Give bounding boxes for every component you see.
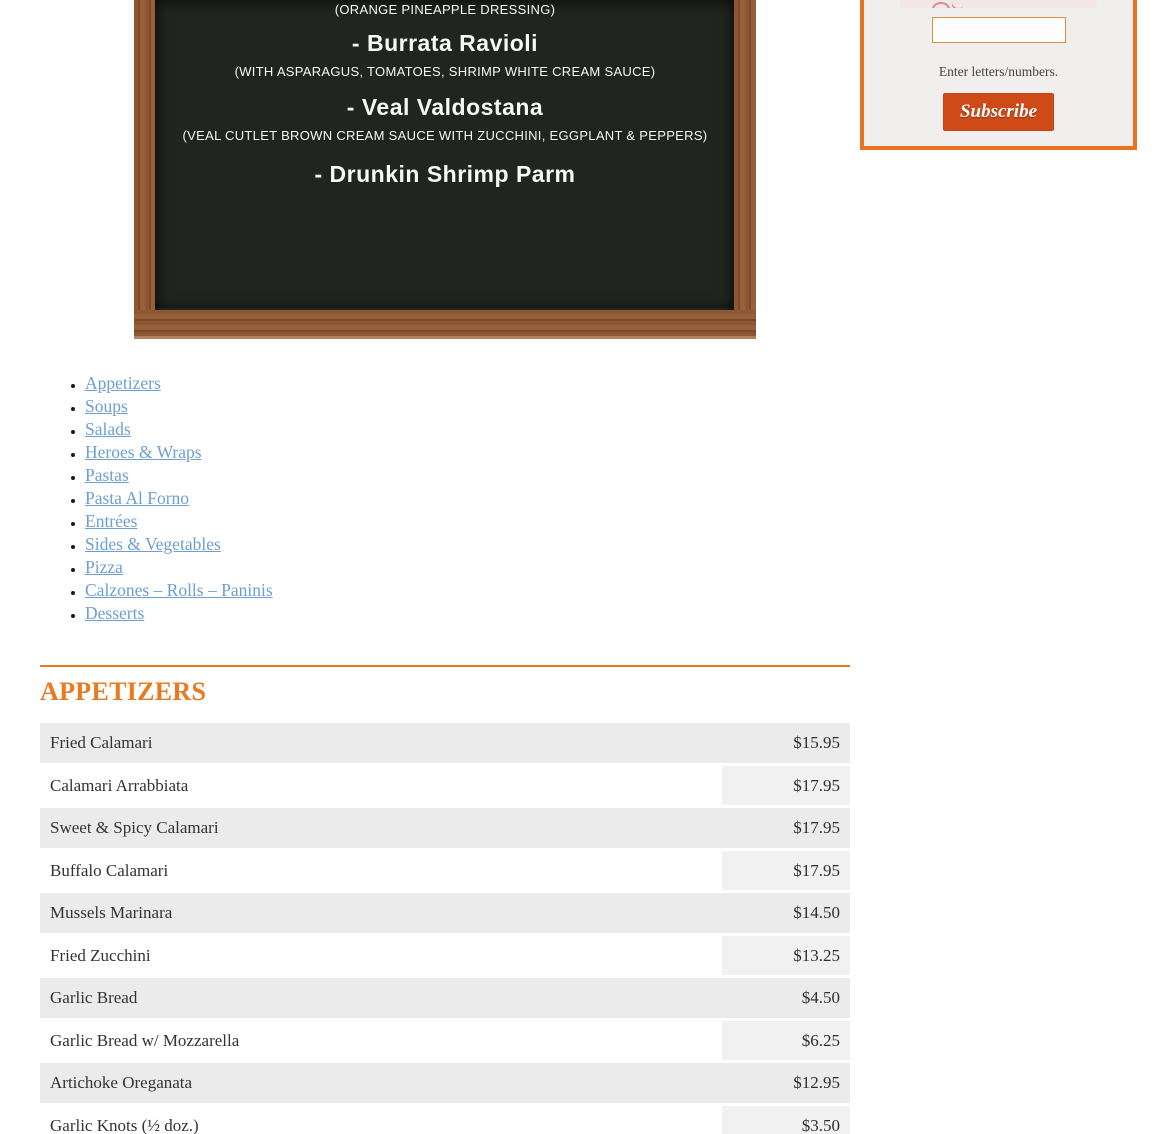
category-link-calzones-rolls-paninis[interactable]: Calzones – Rolls – Paninis	[85, 580, 273, 600]
main-content-column	[40, 0, 850, 1134]
captcha-hint-text: Enter letters/numbers.	[938, 64, 1059, 79]
section-divider-rule	[40, 665, 850, 667]
category-link-pasta-al-forno[interactable]: Pasta Al Forno	[85, 488, 190, 508]
captcha-glyph-fragment	[932, 2, 950, 8]
category-link-salads[interactable]: Salads	[85, 419, 131, 439]
category-link-pastas[interactable]: Pastas	[85, 465, 129, 485]
captcha-glyph-fragment	[950, 0, 966, 8]
menu-item-name: Buffalo Calamari	[40, 851, 722, 894]
specials-board-line: (WITH ASPARAGUS, TOMATOES, SHRIMP WHITE CREAM SAUCE)	[234, 64, 656, 79]
subscribe-button[interactable]: Subscribe	[943, 93, 1054, 131]
menu-category-links	[40, 372, 850, 625]
specials-board-text	[134, 0, 756, 188]
menu-item-row	[40, 1063, 850, 1106]
category-list-item	[85, 487, 850, 510]
category-list-item	[85, 579, 850, 602]
menu-item-name: Garlic Knots (½ doz.)	[40, 1106, 722, 1134]
appetizers-price-table	[40, 723, 850, 1134]
menu-item-price: $17.95	[722, 766, 850, 809]
menu-item-row	[40, 851, 850, 894]
menu-item-name: Fried Calamari	[40, 723, 722, 766]
category-list-item	[85, 510, 850, 533]
menu-item-name: Artichoke Oreganata	[40, 1063, 722, 1106]
menu-item-price: $13.25	[722, 936, 850, 979]
category-list-item	[85, 602, 850, 625]
menu-item-name: Garlic Bread	[40, 978, 722, 1021]
menu-item-name: Fried Zucchini	[40, 936, 722, 979]
category-list-item	[85, 372, 850, 395]
menu-item-row	[40, 978, 850, 1021]
menu-item-row	[40, 936, 850, 979]
menu-item-name: Calamari Arrabbiata	[40, 766, 722, 809]
category-link-desserts[interactable]: Desserts	[85, 603, 145, 623]
menu-item-price: $15.95	[722, 723, 850, 766]
category-link-soups[interactable]: Soups	[85, 396, 128, 416]
category-list-item	[85, 556, 850, 579]
category-list-item	[85, 464, 850, 487]
captcha-image	[900, 0, 1097, 8]
menu-item-row	[40, 723, 850, 766]
menu-item-price: $17.95	[722, 851, 850, 894]
menu-item-row	[40, 808, 850, 851]
category-list-item	[85, 418, 850, 441]
category-list-item	[85, 395, 850, 418]
category-link-heroes-wraps[interactable]: Heroes & Wraps	[85, 442, 202, 462]
menu-item-row	[40, 1106, 850, 1134]
newsletter-subscribe-box	[860, 0, 1137, 150]
menu-item-price: $3.50	[722, 1106, 850, 1134]
specials-board-line: - Burrata Ravioli	[351, 30, 539, 56]
menu-item-name: Mussels Marinara	[40, 893, 722, 936]
category-list-item	[85, 533, 850, 556]
specials-board-line: - Drunkin Shrimp Parm	[314, 161, 576, 187]
specials-board-line: (VEAL CUTLET BROWN CREAM SAUCE WITH ZUCCHINI, EGGPLANT & PEPPERS)	[182, 128, 708, 143]
specials-board-line: (ORANGE PINEAPPLE DRESSING)	[334, 2, 556, 17]
specials-board-image	[134, 0, 756, 339]
section-title-appetizers: APPETIZERS	[40, 677, 207, 706]
menu-item-price: $6.25	[722, 1021, 850, 1064]
menu-item-name: Garlic Bread w/ Mozzarella	[40, 1021, 722, 1064]
menu-item-price: $14.50	[722, 893, 850, 936]
menu-item-row	[40, 893, 850, 936]
specials-board-line: - Veal Valdostana	[346, 94, 544, 120]
menu-item-price: $4.50	[722, 978, 850, 1021]
category-link-appetizers[interactable]: Appetizers	[85, 373, 161, 393]
menu-item-row	[40, 766, 850, 809]
menu-item-row	[40, 1021, 850, 1064]
captcha-input[interactable]	[932, 17, 1066, 43]
category-list-item	[85, 441, 850, 464]
category-link-pizza[interactable]: Pizza	[85, 557, 123, 577]
menu-item-name: Sweet & Spicy Calamari	[40, 808, 722, 851]
category-link-sides-vegetables[interactable]: Sides & Vegetables	[85, 534, 221, 554]
category-link-entr-es[interactable]: Entrées	[85, 511, 138, 531]
menu-item-price: $17.95	[722, 808, 850, 851]
menu-item-price: $12.95	[722, 1063, 850, 1106]
